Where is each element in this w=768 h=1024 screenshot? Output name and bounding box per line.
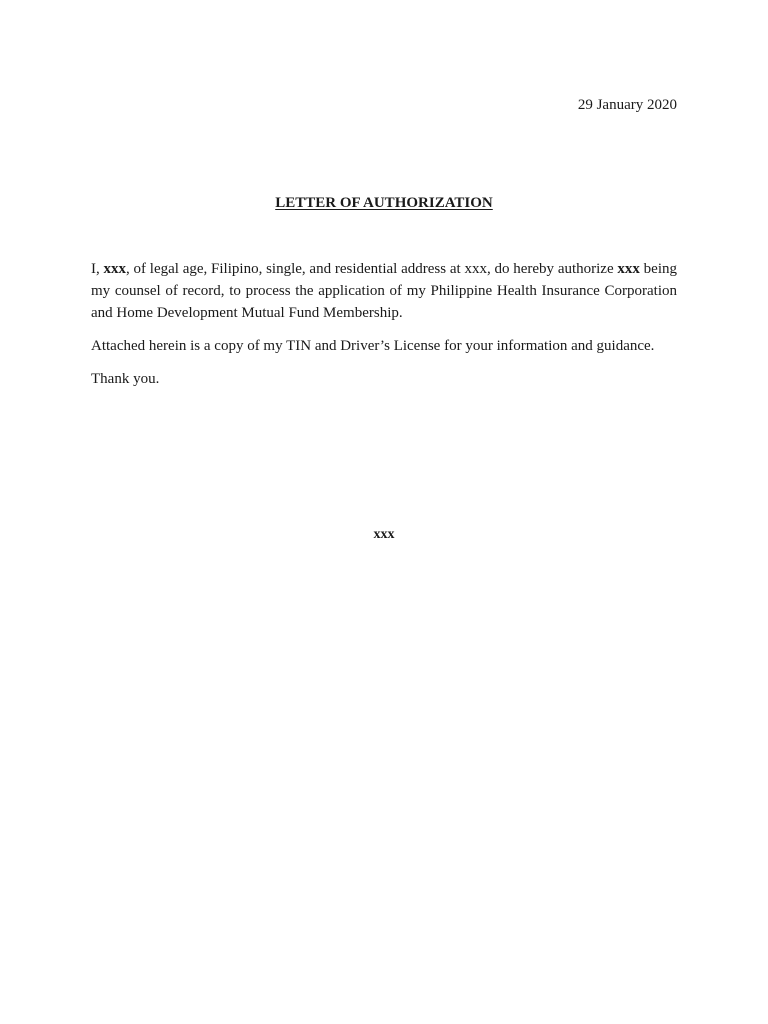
letter-date: 29 January 2020 (577, 97, 677, 113)
paragraph-1-part-3: being my counsel of record, to process the application of my Philippine Health Insurance Corporation and Home Development Mutual Fund Membership. (91, 261, 677, 321)
closing-line: Thank you. (91, 371, 160, 387)
letter-title-text: LETTER OF AUTHORIZATION (275, 195, 493, 211)
paragraph-attachments: Attached herein is a copy of my TIN and Driver’s License for your information and guidance. (91, 338, 655, 354)
paragraph-1-part-2: , of legal age, Filipino, single, and residential address at xxx, do hereby authorize (126, 261, 618, 277)
counsel-name: xxx (617, 261, 640, 277)
signature-name: xxx (373, 527, 395, 542)
paragraph-authorization (91, 258, 677, 324)
letter-title (0, 193, 768, 213)
grantor-name: xxx (103, 261, 127, 277)
paragraph-1-part-1: I, (91, 261, 104, 277)
letter-body (91, 258, 677, 401)
